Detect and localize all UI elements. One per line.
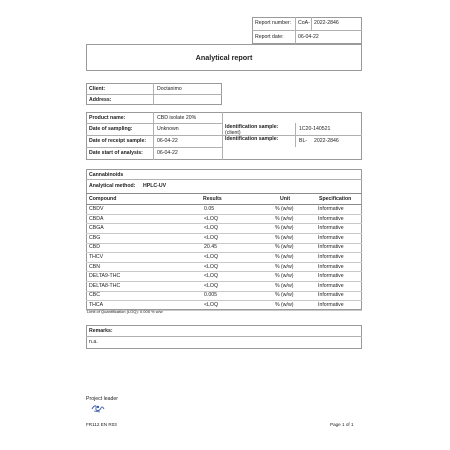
unit-cell: % (w/w) (275, 292, 294, 299)
compound-cell: THCA (89, 302, 104, 308)
specification-cell: Informative (318, 263, 344, 270)
specification-cell: Informative (318, 254, 344, 260)
result-cell: 20.45 (204, 244, 217, 251)
table-row (86, 224, 362, 234)
result-cell: <LOQ (204, 234, 218, 241)
compound-cell: DELTA8-THC (89, 282, 121, 289)
id-client-value: 1C20-140521 (299, 126, 331, 132)
compound-cell: CBC (89, 292, 100, 299)
report-date-label: Report date: (255, 34, 284, 40)
result-cell: <LOQ (204, 302, 218, 308)
compound-cell: CBN (89, 263, 100, 270)
column-header-unit: Unit (280, 196, 291, 202)
id-sample-prefix: BL- (299, 138, 308, 144)
project-leader-label: Project leader (86, 396, 119, 402)
unit-cell: % (w/w) (275, 244, 294, 251)
column-header-compound: Compound (89, 196, 117, 202)
result-cell: <LOQ (204, 215, 218, 222)
unit-cell: % (w/w) (275, 273, 294, 280)
sampling-date-label: Date of sampling: (89, 126, 133, 132)
section-title-cannabinoids: Cannabinoids (89, 172, 124, 178)
report-number-prefix: CoA- (298, 20, 310, 26)
table-row (86, 282, 362, 292)
compound-cell: CBGA (89, 225, 104, 232)
remarks-value: n.a. (89, 339, 98, 345)
result-cell: <LOQ (204, 282, 218, 289)
address-label: Address: (89, 97, 112, 103)
page-number: Page 1 of 1 (330, 422, 354, 427)
compound-cell: CBD (89, 244, 100, 251)
document-code: FR112 EN R03 (86, 422, 117, 427)
result-cell: 0.005 (204, 292, 217, 299)
unit-cell: % (w/w) (275, 263, 294, 270)
remarks-label: Remarks: (89, 328, 113, 334)
client-value: Doctanimo (157, 86, 182, 92)
table-row (86, 291, 362, 301)
specification-cell: Informative (318, 225, 344, 232)
table-row (86, 215, 362, 225)
specification-cell: Informative (318, 234, 344, 241)
product-name-label: Product name: (89, 115, 126, 121)
id-client-label-2: (client) (225, 130, 241, 136)
result-cell: <LOQ (204, 273, 218, 280)
table-row (86, 243, 362, 253)
result-cell: <LOQ (204, 254, 218, 260)
receipt-date-label: Date of receipt sample: (89, 138, 147, 144)
specification-cell: Informative (318, 292, 344, 299)
sampling-date-value: Unknown (157, 126, 179, 132)
remarks-box (86, 325, 362, 349)
specification-cell: Informative (318, 206, 344, 212)
table-row (86, 234, 362, 244)
specification-cell: Informative (318, 215, 344, 222)
table-row (86, 272, 362, 282)
column-header-results: Results (203, 196, 222, 202)
unit-cell: % (w/w) (275, 254, 294, 260)
report-number-value: 2022-2846 (314, 20, 339, 26)
specification-cell: Informative (318, 244, 344, 251)
receipt-date-value: 06-04-22 (157, 138, 178, 144)
report-date-value: 06-04-22 (298, 34, 319, 40)
unit-cell: % (w/w) (275, 225, 294, 232)
unit-cell: % (w/w) (275, 234, 294, 241)
page-title: Analytical report (195, 53, 253, 62)
loq-footnote: Limit of Quantification (LOQ): 0.005 % w/w (87, 309, 163, 314)
specification-cell: Informative (318, 282, 344, 289)
id-client-label-1: Identification sample: (225, 124, 279, 130)
compound-cell: DELTA9-THC (89, 273, 121, 280)
analysis-start-label: Date start of analysis: (89, 150, 143, 156)
client-label: Client: (89, 86, 106, 92)
result-cell: <LOQ (204, 263, 218, 270)
unit-cell: % (w/w) (275, 215, 294, 222)
result-cell: <LOQ (204, 225, 218, 232)
method-value: HPLC-UV (143, 183, 167, 189)
unit-cell: % (w/w) (275, 206, 294, 212)
analysis-start-value: 06-04-22 (157, 150, 178, 156)
unit-cell: % (w/w) (275, 302, 294, 308)
method-label: Analytical method: (89, 183, 136, 189)
unit-cell: % (w/w) (275, 282, 294, 289)
table-row (86, 263, 362, 273)
specification-cell: Informative (318, 273, 344, 280)
signature-image (90, 403, 106, 414)
result-cell: 0.05 (204, 206, 215, 212)
id-sample-label: Identification sample: (225, 136, 279, 142)
table-row (86, 205, 362, 215)
column-header-specification: Specification (319, 196, 352, 202)
compound-cell: CBDA (89, 215, 104, 222)
table-row (86, 253, 362, 263)
product-name-value: CBD isolate 20% (157, 115, 197, 121)
id-sample-value: 2022-2846 (314, 138, 339, 144)
specification-cell: Informative (318, 302, 344, 308)
compound-cell: CBG (89, 234, 101, 241)
compound-cell: CBDV (89, 206, 104, 212)
compound-cell: THCV (89, 254, 104, 260)
report-number-label: Report number: (255, 20, 292, 26)
